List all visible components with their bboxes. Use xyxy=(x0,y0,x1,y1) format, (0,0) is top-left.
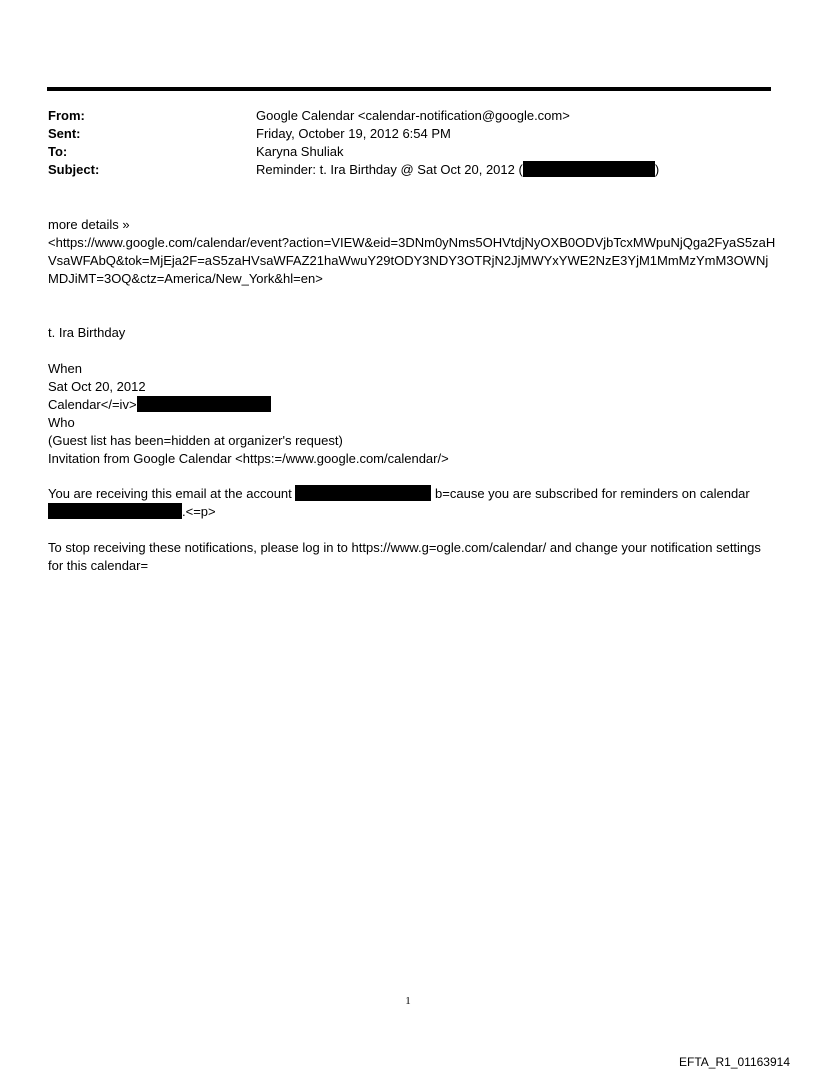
sent-label: Sent: xyxy=(48,126,81,141)
header-rule xyxy=(47,87,771,91)
who-label: Who xyxy=(48,415,75,430)
subject-value-wrap xyxy=(256,161,768,179)
from-value: Google Calendar <calendar-notification@google.com> xyxy=(256,108,570,123)
redaction-bar xyxy=(48,503,182,519)
receiving-text-2: b=cause you are subscribed for reminders on calendar xyxy=(435,486,750,501)
subject-row xyxy=(48,161,768,179)
stop-notice-block xyxy=(48,539,778,575)
calendar-label: Calendar</=iv> xyxy=(48,397,137,412)
receiving-notice xyxy=(48,485,778,521)
stop-notice: To stop receiving these notifications, please log in to https://www.g=ogle.com/calendar/ and change your notification settings for this calendar= xyxy=(48,540,761,573)
subject-label: Subject: xyxy=(48,162,100,177)
event-title-block xyxy=(48,324,778,342)
receiving-line-1 xyxy=(48,485,778,503)
calendar-line xyxy=(48,396,778,414)
redaction-bar xyxy=(295,485,431,501)
email-header xyxy=(48,107,768,179)
event-details-block xyxy=(48,360,778,468)
when-label: When xyxy=(48,361,82,376)
receiving-text-1: You are receiving this email at the account xyxy=(48,486,292,501)
receiving-text-3: .<=p> xyxy=(182,504,216,519)
guest-note: (Guest list has been=hidden at organizer's request) xyxy=(48,433,343,448)
invitation-line[interactable]: Invitation from Google Calendar <https:=/www.google.com/calendar/> xyxy=(48,451,449,466)
more-details-block xyxy=(48,216,778,288)
from-row xyxy=(48,107,768,125)
subject-value: Reminder: t. Ira Birthday @ Sat Oct 20, 2012 ( xyxy=(256,162,523,177)
to-value: Karyna Shuliak xyxy=(256,144,344,159)
more-details-label: more details » xyxy=(48,217,130,232)
redaction-bar xyxy=(523,161,655,177)
document-id: EFTA_R1_01163914 xyxy=(679,1055,790,1069)
sent-value: Friday, October 19, 2012 6:54 PM xyxy=(256,126,451,141)
redaction-bar xyxy=(137,396,271,412)
event-title: t. Ira Birthday xyxy=(48,325,126,340)
to-row xyxy=(48,143,768,161)
subject-close: ) xyxy=(654,162,660,177)
to-label: To: xyxy=(48,144,68,159)
from-label: From: xyxy=(48,108,85,123)
event-link[interactable]: <https://www.google.com/calendar/event?action=VIEW&eid=3DNm0yNms5OHVtdjNyOXB0ODVjbTcxMWpuNjQga2FyaS5zaHVsaWFAbQ&tok=MjEja2F=aS5zaHVsaWFAZ21haWwuY29tODY3NDY3OTRjN2JjMWYxYWE2NzE3YjM1MmMzYmM3OWNjMDJiMT=3OQ&ctz=America/New_York&hl=en> xyxy=(48,235,776,286)
receiving-line-2 xyxy=(48,503,778,521)
when-value: Sat Oct 20, 2012 xyxy=(48,379,146,394)
page-number: 1 xyxy=(405,995,411,1007)
sent-row xyxy=(48,125,768,143)
